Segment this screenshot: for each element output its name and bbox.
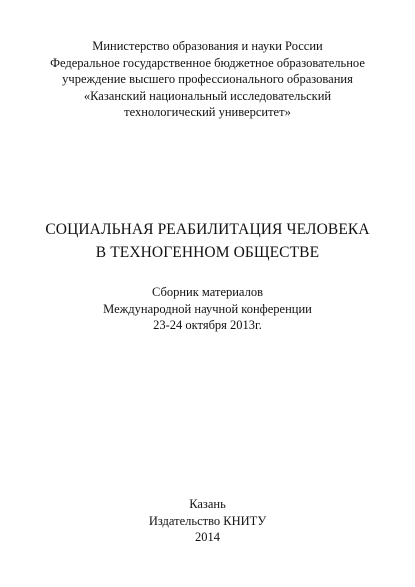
title-line-1: СОЦИАЛЬНАЯ РЕАБИЛИТАЦИЯ ЧЕЛОВЕКА	[45, 221, 370, 238]
document-title	[0, 218, 415, 264]
university-name-line-1: «Казанский национальный исследовательский	[83, 88, 332, 103]
institution-header	[0, 38, 415, 121]
publication-city: Казань	[189, 497, 226, 511]
title-line-2: В ТЕХНОГЕННОМ ОБЩЕСТВЕ	[95, 244, 320, 261]
institution-type-line: Федеральное государственное бюджетное образовательное	[50, 55, 365, 70]
university-name-line-2: технологический университет»	[124, 105, 291, 119]
conference-name-line: Международной научной конференции	[103, 301, 312, 316]
publication-year: 2014	[195, 530, 220, 544]
institution-level-line: учреждение высшего профессионального образования	[62, 72, 353, 86]
ministry-line: Министерство образования и науки России	[92, 39, 323, 53]
collection-type-line: Сборник материалов	[152, 285, 263, 299]
document-subtitle	[0, 284, 415, 334]
publisher-name: Издательство КНИТУ	[148, 513, 267, 528]
conference-date-line: 23-24 октября 2013г.	[153, 318, 262, 332]
publication-info	[0, 496, 415, 546]
